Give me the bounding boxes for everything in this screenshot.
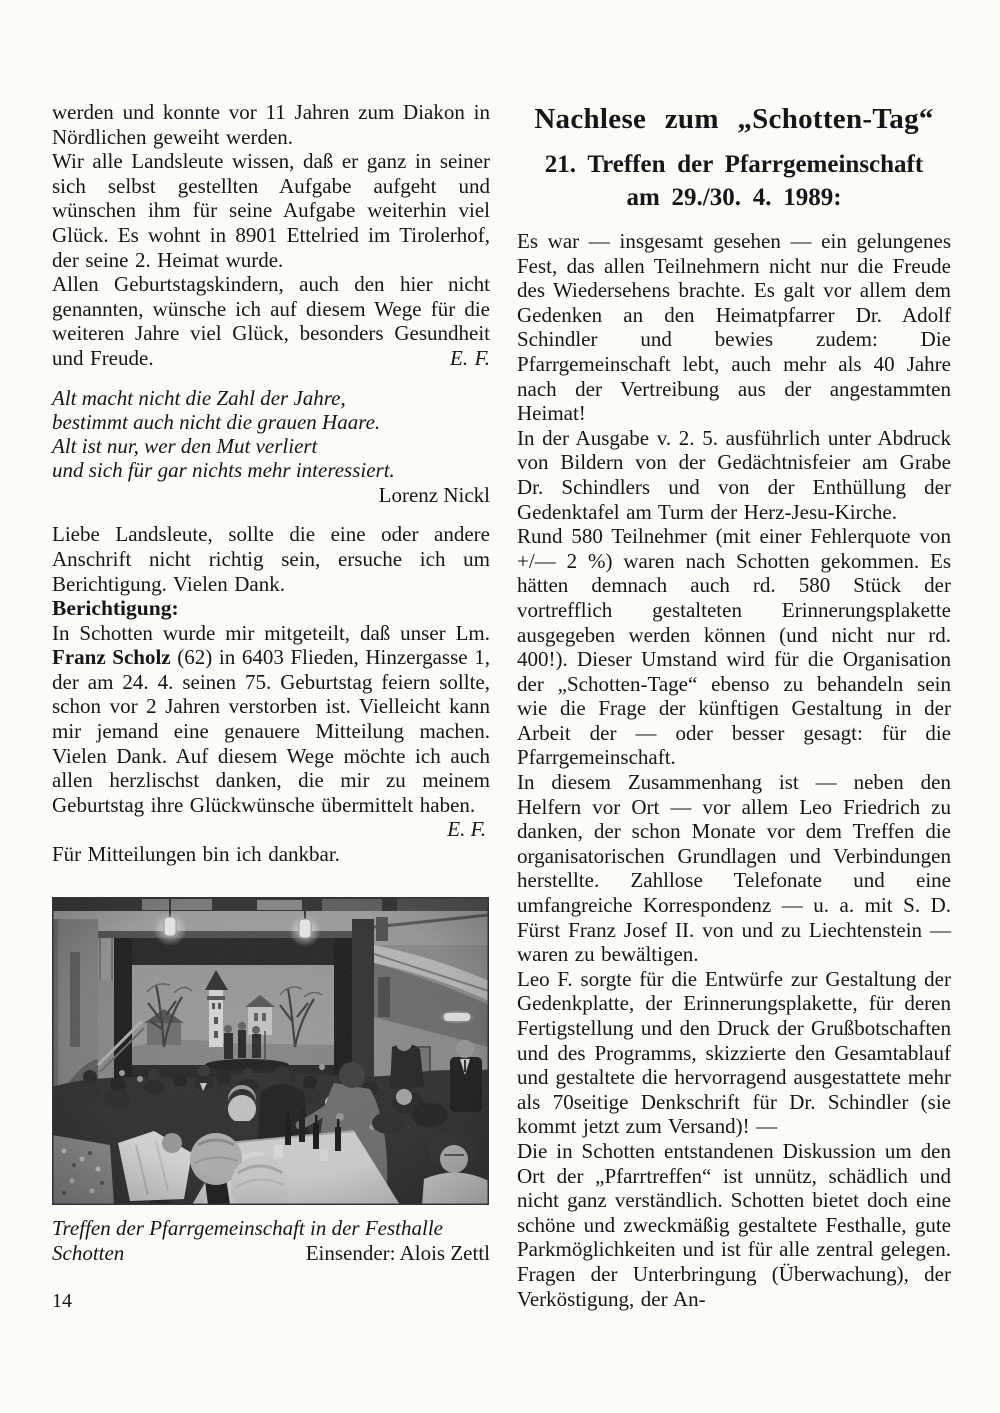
poem-line: und sich für gar nichts mehr interessiert. [52, 458, 395, 483]
two-column-layout [52, 100, 951, 1313]
festhalle-photo [52, 897, 489, 1205]
text-segment: Franz Scholz [52, 645, 171, 670]
article-paragraph-3: Rund 580 Teilnehmer (mit einer Fehlerquote von +/— 2 %) waren nach Schotten gekommen. Es hätten demnach auch rd. 580 Stück der vortrefflich gestalteten Erinnerungsplakette ausgegeben werden können (und nicht nur rd. 400!). Dieser Umstand wird für die Organisation der „Schotten-Tage“ ebenso zu behandeln sein wie die Frage der künftigen Gestaltung in der Arbeit der — oder besser gesagt: für die Pfarrgemeinschaft. [517, 524, 951, 770]
festhalle-photo-graphic [52, 897, 489, 1205]
article-title: Nachlese zum „Schotten-Tag“ [534, 103, 934, 135]
poem-attribution: Lorenz Nickl [378, 482, 490, 507]
signature-initials: E. F. [450, 345, 490, 370]
photo-caption-credit: Einsender: Alois Zettl [305, 1241, 490, 1266]
paragraph-text: Allen Geburtstagskindern, auch den hier nicht genannten, wünsche ich auf diesem Wege für die weiteren Jahre viel Glück, besonders Gesundheit und Freude. [52, 272, 490, 370]
article-paragraph-4: In diesem Zusammenhang ist — neben den Helfern vor Ort — vor allem Leo Friedrich zu danken, der schon Monate vor dem Treffen die organisatorischen Grundlagen und Verbindungen herstellte. Zahllose Telefonate und eine umfangreiche Korrespondenz — u. a. mit S. D. Fürst Franz Josef II. von und zu Liechtenstein — waren zu bewältigen. [517, 770, 951, 967]
right-column [517, 100, 951, 1313]
article-paragraph-1: Es war — insgesamt gesehen — ein gelungenes Fest, das allen Teilnehmern nicht nur die Freude des Wiedersehens brachte. Es galt vor allem dem Gedenken an den Heimatpfarrer Dr. Adolf Schindler und bewies zudem: Die Pfarrgemeinschaft lebt, auch mehr als 40 Jahre nach der Vertreibung aus der angestammten Heimat! [517, 229, 951, 426]
left-column [52, 100, 490, 1313]
poem-line: Alt ist nur, wer den Mut verliert [52, 434, 318, 459]
article-subtitle-line2: am 29./30. 4. 1989: [626, 184, 842, 211]
signature-initials-line: E. F. [447, 817, 486, 842]
photo-caption-town: Schotten [52, 1241, 125, 1266]
paragraph-landsleute: Wir alle Landsleute wissen, daß er ganz in seiner sich selbst gestellten Aufgabe aufgeht und wünschen ihm für seine Aufgabe weiterhin viel Glück. Es wohnt in 8901 Ettelried im Tirolerhof, der seine 2. Heimat wurde. [52, 149, 490, 272]
paragraph-berichtigung [52, 621, 490, 818]
text-segment: (62) in 6403 Flieden, Hinzergasse 1, der am 24. 4. seinen 75. Geburtstag feiern sollte, schon vor 2 Jahren verstorben ist. Vielleicht kann mir jemand eine genauere Mitteilung machen. Vielen Dank. Auf diesem Wege möchte ich auch allen herzlischst danken, die mir zu meinem Geburtstag ihre Glückwünsche übermittelt haben. [52, 645, 490, 817]
article-paragraph-6: Die in Schotten entstandenen Diskussion um den Ort der „Pfarrtreffen“ ist unnütz, schädlich und nicht ganz verständlich. Schotten bietet doch eine schöne und zweckmäßig gestaltete Festhalle, gute Parkmöglichkeiten und ist für alle zentral gelegen. Fragen der Unterbringung (Überwachung), der Verköstigung, der An- [517, 1138, 951, 1311]
poem-line: Alt macht nicht die Zahl der Jahre, [52, 385, 346, 410]
article-paragraph-2: In der Ausgabe v. 2. 5. ausführlich unter Abdruck von Bildern von der Gedächtnisfeier am Grabe Dr. Schindlers und von der Enthüllung der Gedenktafel am Turm der Herz-Jesu-Kirche. [517, 425, 951, 524]
poem [52, 386, 490, 483]
photo-caption-line1: Treffen der Pfarrgemeinschaft in der Festhalle [52, 1215, 443, 1240]
berichtigung-heading: Berichtigung: [52, 596, 179, 621]
page-number: 14 [52, 1289, 72, 1312]
text-segment: In Schotten wurde mir mitgeteilt, daß unser Lm. [52, 620, 490, 645]
photo-caption [52, 1216, 490, 1267]
article-subtitle-line1: 21. Treffen der Pfarrgemeinschaft [544, 151, 924, 178]
paragraph-anschrift: Liebe Landsleute, sollte die eine oder andere Anschrift nicht richtig sein, ersuche ich um Berichtigung. Vielen Dank. [52, 522, 490, 596]
paragraph-geburtstag [52, 272, 490, 370]
paragraph-mitteilungen: Für Mitteilungen bin ich dankbar. [52, 842, 340, 867]
poem-line: bestimmt auch nicht die grauen Haare. [52, 409, 381, 434]
article-paragraph-5: Leo F. sorgte für die Entwürfe zur Gestaltung der Gedenkplatte, der Erinnerungsplakette, für deren Fertigstellung und den Druck der Grußbotschaften und des Programms, skizzierte den Gesamtablauf und gestaltete die hervorragend ausgestattete mehr als 70seitige Denkschrift für Dr. Schindler (sie kommt jetzt zum Versand)! — [517, 966, 951, 1139]
continued-paragraph: werden und konnte vor 11 Jahren zum Diakon in Nördlichen geweiht werden. [52, 100, 490, 149]
photo-caption-line2 [52, 1241, 490, 1267]
